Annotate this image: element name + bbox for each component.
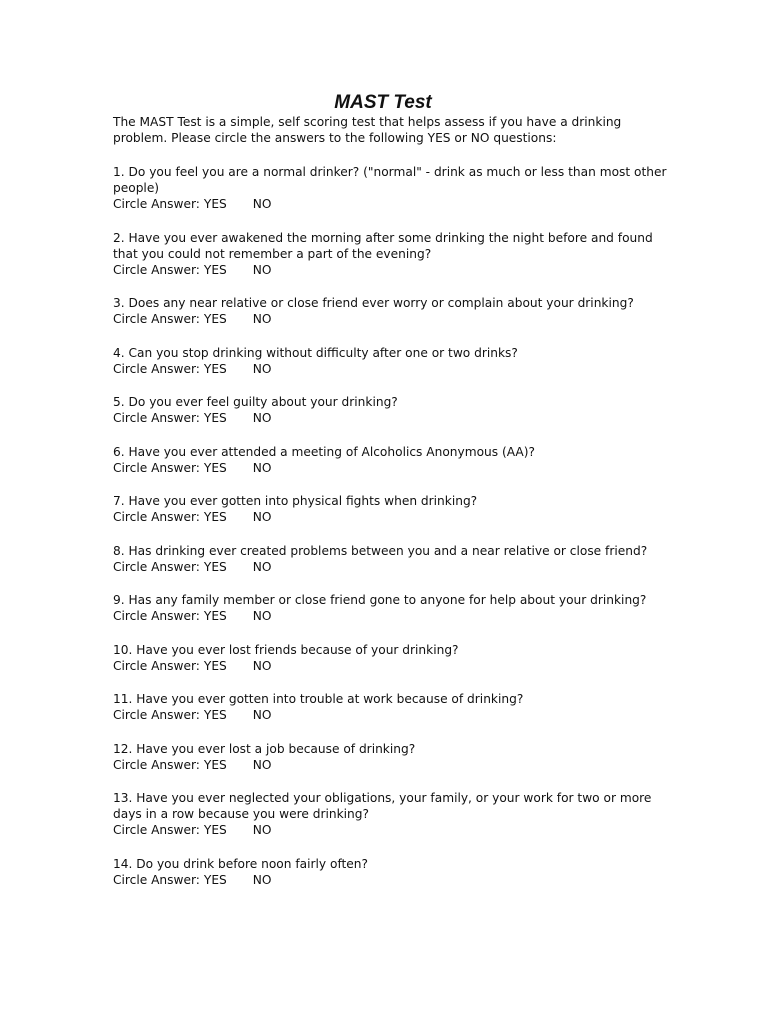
answer-yes: YES bbox=[203, 411, 227, 425]
answer-yes: YES bbox=[203, 872, 227, 887]
answer-line bbox=[113, 262, 673, 278]
answer-label: Circle Answer: bbox=[113, 823, 200, 837]
answer-no: NO bbox=[252, 757, 272, 772]
intro-text: The MAST Test is a simple, self scoring test that helps assess if you have a drinking problem. Please circle the answers to the following YES or NO questions: bbox=[113, 115, 622, 145]
answer-label: Circle Answer: bbox=[113, 708, 200, 722]
answer-label: Circle Answer: bbox=[113, 460, 200, 475]
question-item bbox=[113, 642, 673, 674]
question-text: 3. Does any near relative or close friend ever worry or complain about your drinking? bbox=[113, 296, 634, 310]
answer-no: NO bbox=[252, 708, 272, 722]
answer-no: NO bbox=[252, 872, 272, 887]
answer-no: NO bbox=[252, 658, 272, 673]
answer-yes: YES bbox=[203, 361, 227, 376]
answer-yes: YES bbox=[203, 460, 227, 475]
answer-no: NO bbox=[252, 411, 272, 425]
answer-line bbox=[113, 757, 673, 773]
question-text: 1. Do you feel you are a normal drinker? ("normal" - drink as much or less than most other people) bbox=[113, 165, 667, 195]
answer-line bbox=[113, 559, 673, 575]
answer-line bbox=[113, 707, 673, 723]
answer-yes: YES bbox=[203, 262, 227, 277]
answer-line bbox=[113, 872, 673, 888]
answer-line bbox=[113, 822, 673, 838]
question-item bbox=[113, 592, 673, 624]
question-text: 5. Do you ever feel guilty about your drinking? bbox=[113, 395, 398, 409]
answer-label: Circle Answer: bbox=[113, 312, 200, 326]
answer-yes: YES bbox=[203, 609, 227, 623]
question-text: 2. Have you ever awakened the morning after some drinking the night before and found that you could not remember a part of the evening? bbox=[113, 230, 653, 261]
answer-label: Circle Answer: bbox=[113, 872, 200, 887]
question-item bbox=[113, 295, 673, 327]
question-item bbox=[113, 493, 673, 525]
answer-yes: YES bbox=[203, 823, 227, 837]
document-page bbox=[113, 92, 673, 905]
question-item bbox=[113, 444, 673, 476]
question-text: 13. Have you ever neglected your obligations, your family, or your work for two or more days in a row because you were drinking? bbox=[113, 791, 652, 821]
question-text: 8. Has drinking ever created problems between you and a near relative or close friend? bbox=[113, 543, 648, 558]
answer-no: NO bbox=[252, 262, 272, 277]
answer-yes: YES bbox=[203, 658, 227, 673]
question-text: 14. Do you drink before noon fairly often? bbox=[113, 856, 368, 871]
answer-line bbox=[113, 608, 673, 624]
answer-label: Circle Answer: bbox=[113, 411, 200, 425]
question-item bbox=[113, 543, 673, 575]
question-item bbox=[113, 856, 673, 888]
answer-no: NO bbox=[252, 197, 272, 211]
question-text: 12. Have you ever lost a job because of drinking? bbox=[113, 741, 416, 756]
answer-line bbox=[113, 509, 673, 525]
answer-yes: YES bbox=[203, 197, 227, 211]
question-item bbox=[113, 230, 673, 278]
answer-line bbox=[113, 658, 673, 674]
question-item bbox=[113, 691, 673, 723]
question-item bbox=[113, 345, 673, 377]
question-text: 11. Have you ever gotten into trouble at work because of drinking? bbox=[113, 692, 524, 706]
question-item bbox=[113, 741, 673, 773]
answer-yes: YES bbox=[203, 312, 227, 326]
question-text: 4. Can you stop drinking without difficulty after one or two drinks? bbox=[113, 345, 518, 360]
question-text: 6. Have you ever attended a meeting of Alcoholics Anonymous (AA)? bbox=[113, 444, 535, 459]
answer-line bbox=[113, 460, 673, 476]
answer-label: Circle Answer: bbox=[113, 262, 200, 277]
answer-yes: YES bbox=[203, 559, 227, 574]
answer-no: NO bbox=[252, 823, 272, 837]
answer-line bbox=[113, 196, 673, 212]
answer-no: NO bbox=[252, 312, 272, 326]
page-title: MAST Test bbox=[334, 92, 432, 113]
question-item bbox=[113, 790, 673, 838]
answer-label: Circle Answer: bbox=[113, 559, 200, 574]
answer-yes: YES bbox=[203, 757, 227, 772]
answer-yes: YES bbox=[203, 510, 227, 524]
answer-label: Circle Answer: bbox=[113, 757, 200, 772]
answer-no: NO bbox=[252, 609, 272, 623]
answer-label: Circle Answer: bbox=[113, 361, 200, 376]
question-text: 10. Have you ever lost friends because of your drinking? bbox=[113, 642, 459, 657]
answer-line bbox=[113, 361, 673, 377]
question-list bbox=[113, 164, 673, 888]
answer-no: NO bbox=[252, 510, 272, 524]
question-item bbox=[113, 394, 673, 426]
answer-label: Circle Answer: bbox=[113, 658, 200, 673]
answer-line bbox=[113, 410, 673, 426]
answer-label: Circle Answer: bbox=[113, 609, 200, 623]
answer-no: NO bbox=[252, 361, 272, 376]
answer-yes: YES bbox=[203, 708, 227, 722]
answer-label: Circle Answer: bbox=[113, 510, 200, 524]
question-item bbox=[113, 164, 673, 212]
answer-no: NO bbox=[252, 559, 272, 574]
question-text: 9. Has any family member or close friend gone to anyone for help about your drinking? bbox=[113, 593, 647, 607]
answer-label: Circle Answer: bbox=[113, 197, 200, 211]
answer-no: NO bbox=[252, 460, 272, 475]
answer-line bbox=[113, 311, 673, 327]
question-text: 7. Have you ever gotten into physical fights when drinking? bbox=[113, 494, 478, 508]
